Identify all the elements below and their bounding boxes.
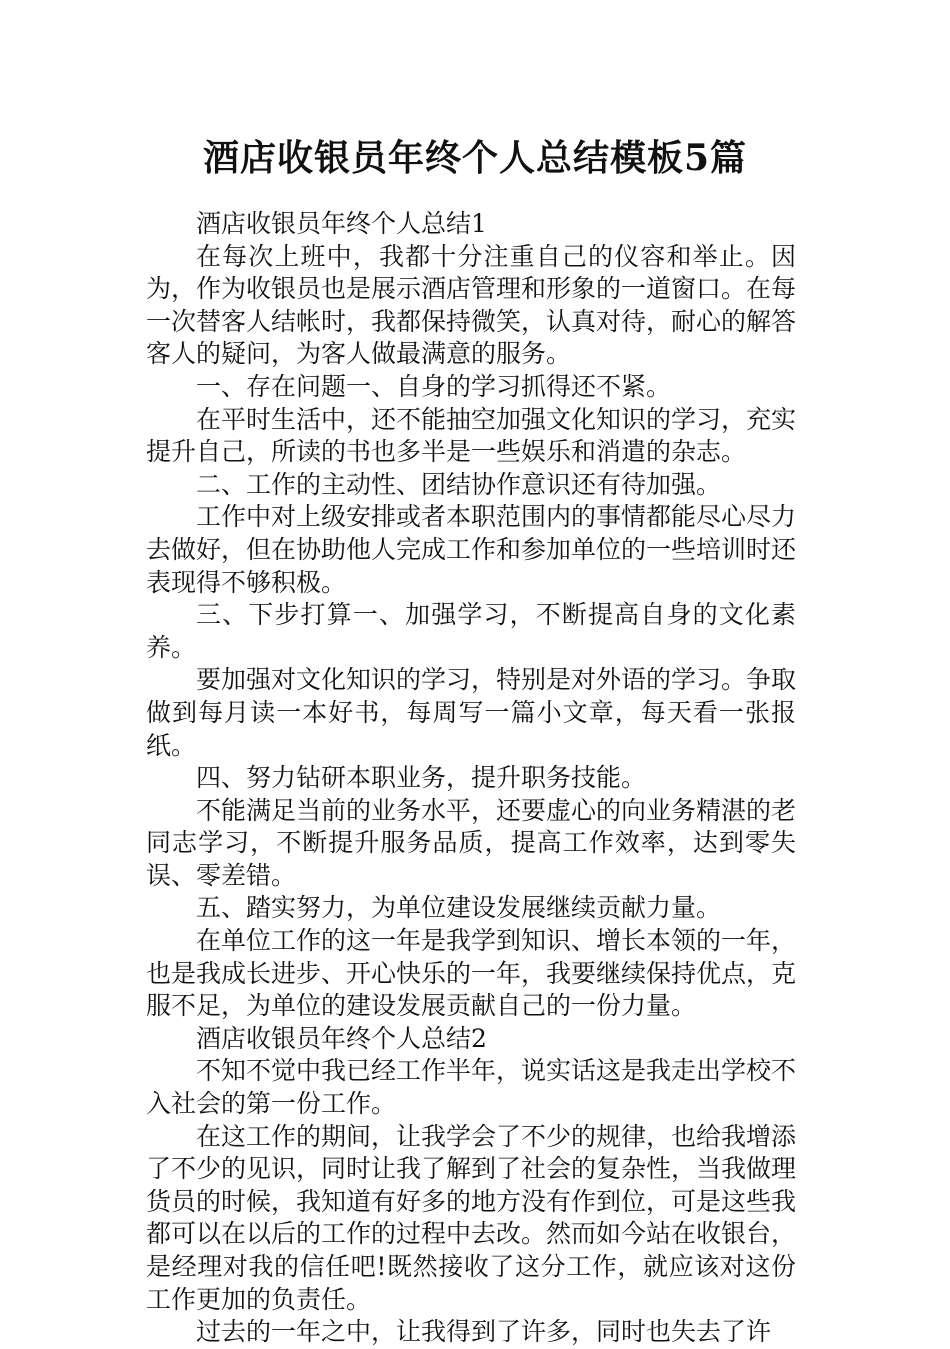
paragraph: 在这工作的期间，让我学会了不少的规律，也给我增添了不少的见识，同时让我了解到了社会的复杂性，当我做理货员的时候，我知道有好多的地方没有作到位，可是这些我都可以在以后的工作的过程中去改。然而如今站在收银台，是经理对我的信任吧!既然接收了这分工作，就应该对这份工作更加的负责任。 [146,1121,797,1314]
paragraph: 五、踏实努力，为单位建设发展继续贡献力量。 [196,893,722,923]
paragraph: 在平时生活中，还不能抽空加强文化知识的学习，充实提升自己，所读的书也多半是一些娱乐和消遣的杂志。 [146,404,797,467]
paragraph: 四、努力钻研本职业务，提升职务技能。 [196,763,647,793]
paragraph: 在每次上班中，我都十分注重自己的仪容和举止。因为，作为收银员也是展示酒店管理和形象的一道窗口。在每一次替客人结帐时，我都保持微笑，认真对待，耐心的解答客人的疑问，为客人做最满意的服务。 [146,241,797,369]
paragraph: 酒店收银员年终个人总结2 [196,1023,487,1053]
paragraph: 二、工作的主动性、团结协作意识还有待加强。 [196,469,722,499]
paragraph: 三、下步打算一、加强学习，不断提高自身的文化素养。 [146,600,796,662]
paragraph: 不知不觉中我已经工作半年，说实话这是我走出学校不入社会的第一份工作。 [146,1056,797,1119]
paragraph: 过去的一年之中，让我得到了许多，同时也失去了许 [196,1317,772,1347]
document-body [146,208,796,1349]
document-title: 酒店收银员年终个人总结模板5篇 [202,137,748,179]
paragraph: 不能满足当前的业务水平，还要虚心的向业务精湛的老同志学习，不断提升服务品质，提高工作效率，达到零失误、零差错。 [146,795,797,890]
paragraph: 要加强对文化知识的学习，特别是对外语的学习。争取做到每月读一本好书，每周写一篇小文章，每天看一张报纸。 [146,665,797,760]
paragraph: 酒店收银员年终个人总结1 [196,209,487,238]
paragraph: 在单位工作的这一年是我学到知识、增长本领的一年，也是我成长进步、开心快乐的一年，我要继续保持优点，克服不足，为单位的建设发展贡献自己的一份力量。 [146,926,797,1021]
paragraph: 工作中对上级安排或者本职范围内的事情都能尽心尽力去做好，但在协助他人完成工作和参加单位的一些培训时还表现得不够积极。 [146,502,797,597]
paragraph: 一、存在问题一、自身的学习抓得还不紧。 [196,371,672,401]
